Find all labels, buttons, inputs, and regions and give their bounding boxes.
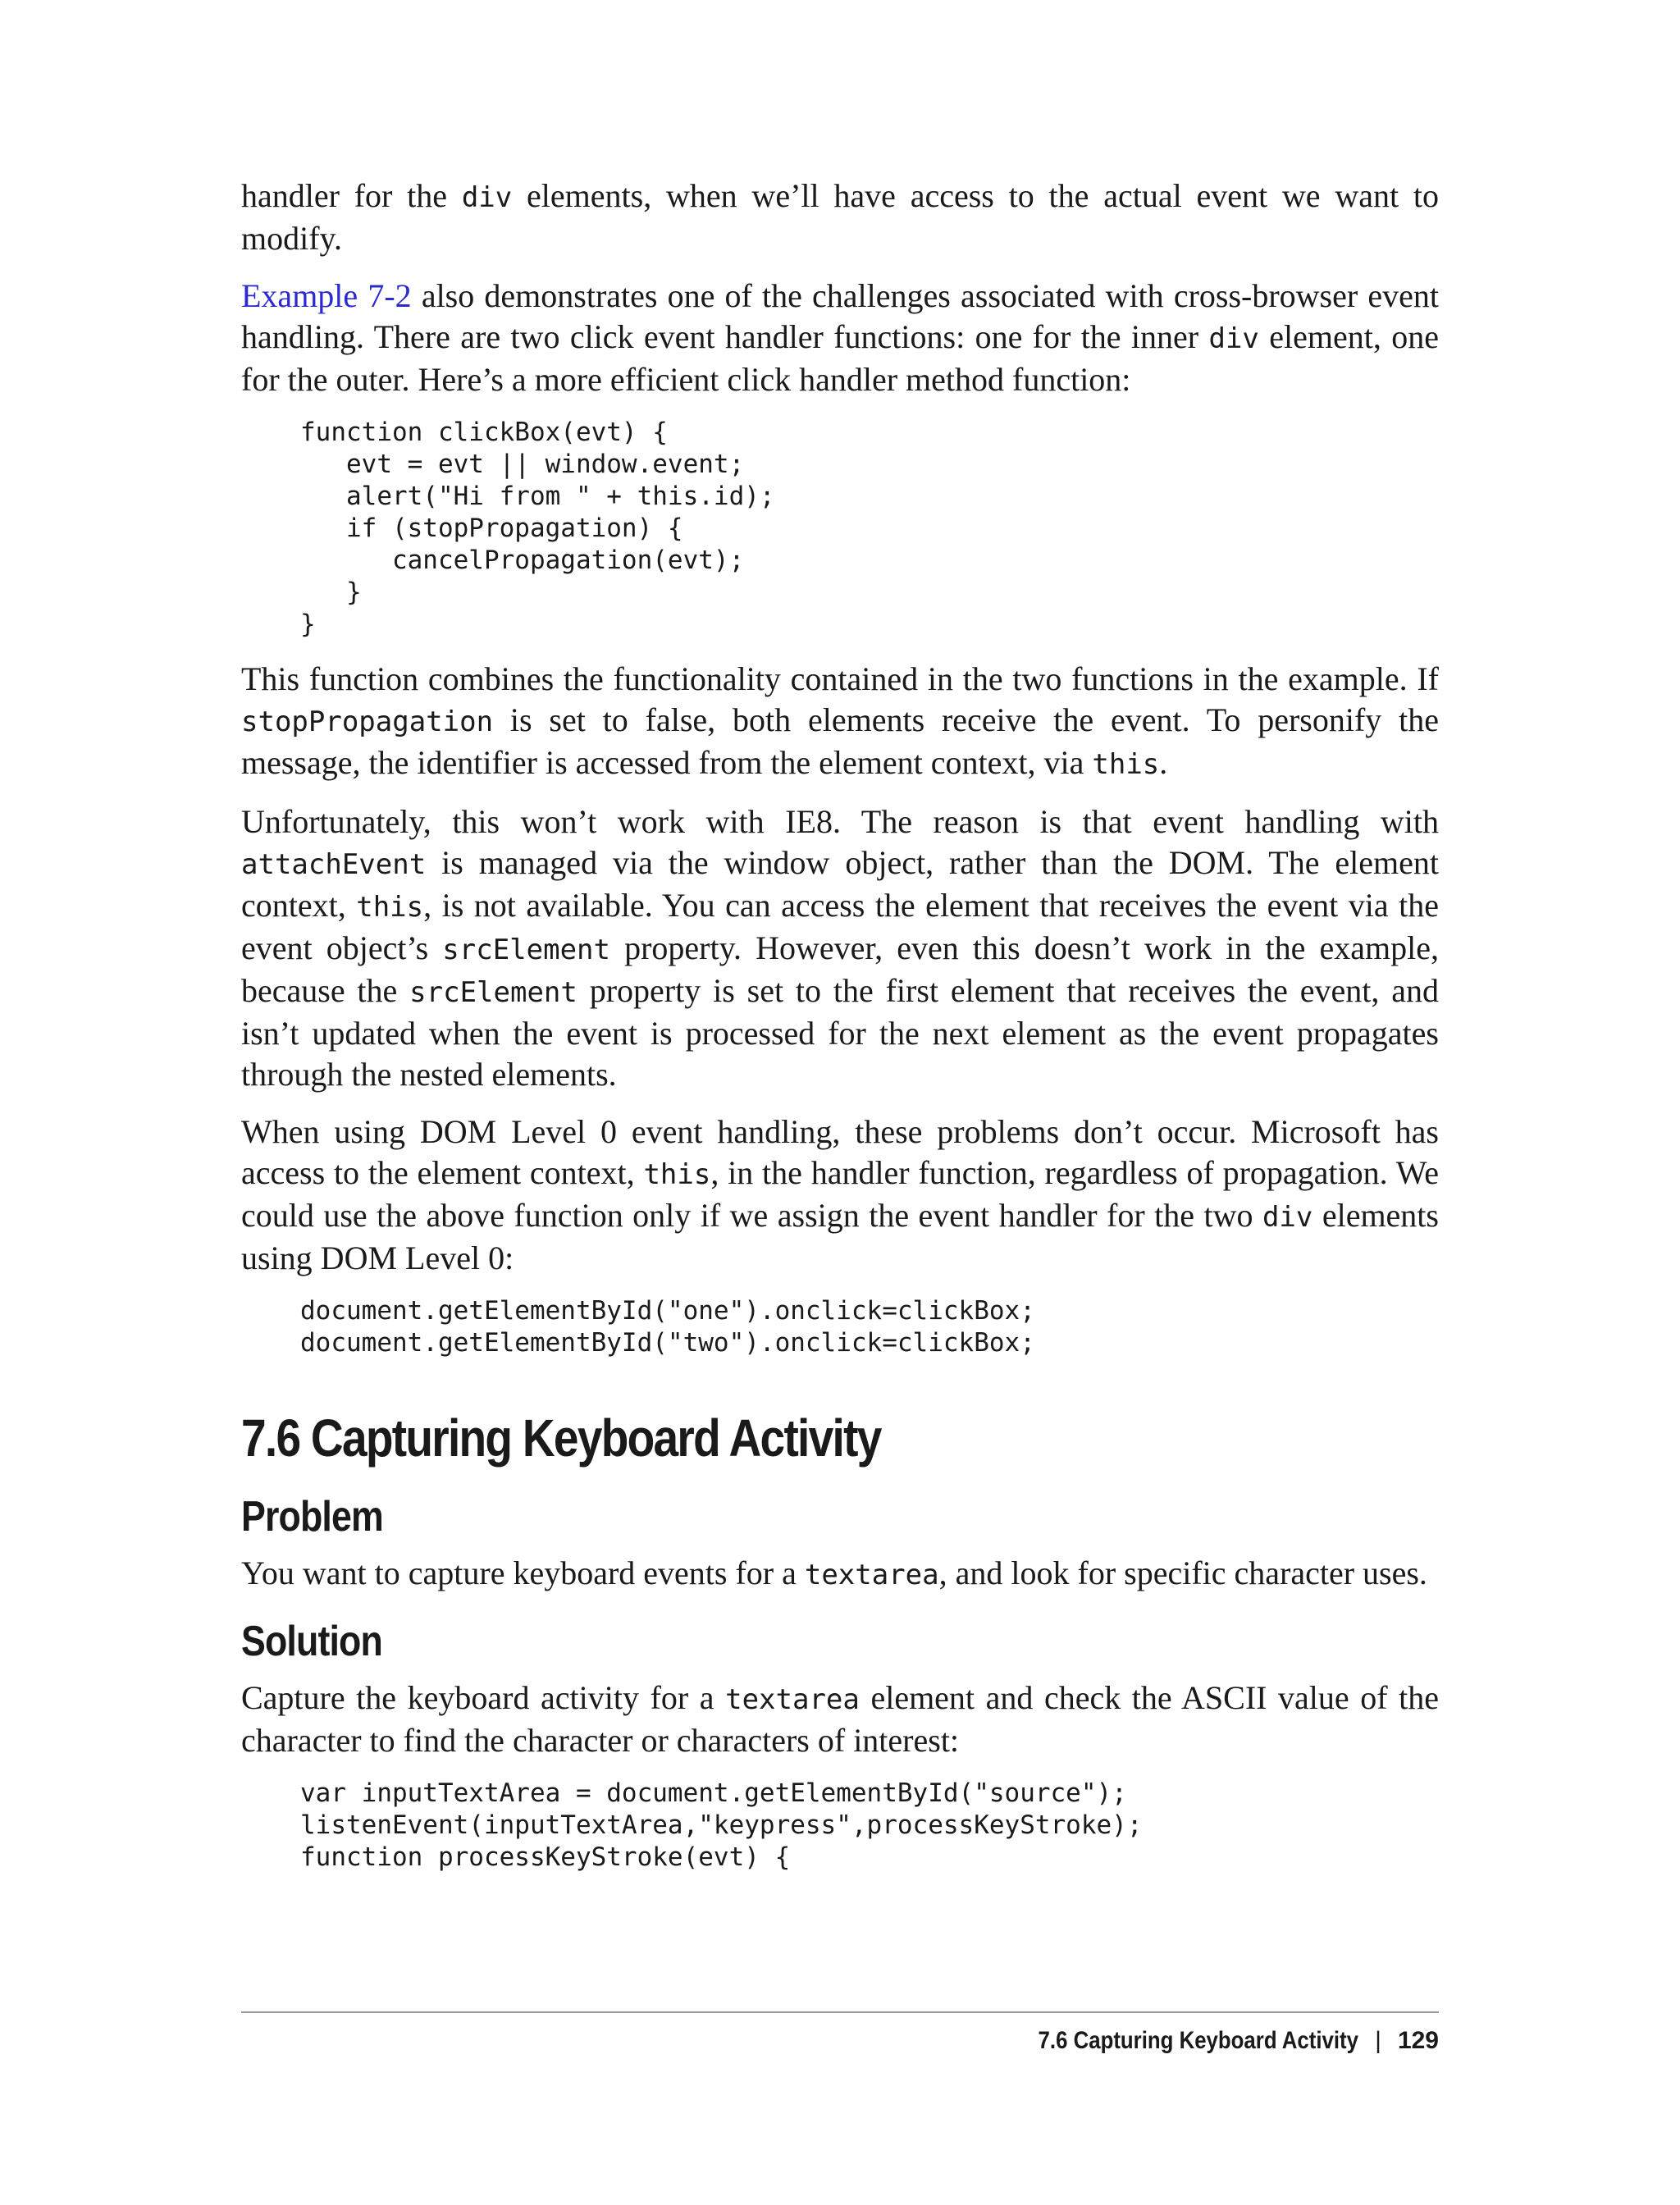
paragraph-problem [241,1553,1439,1596]
text-run: property is set to the first element that receives the event, and isn’t updated when the event is processed for the next element as the event propagates through the nested elements. [241,972,1440,1093]
problem-heading: Problem [241,1493,383,1541]
inline-code: srcElement [442,934,610,966]
text-run: When using DOM Level 0 event handling, these problems don’t occur. Microsoft has access to the element context, [241,1113,1439,1191]
footer-separator: | [1375,2027,1381,2054]
text-run: is set to false, both elements receive the event. To personify the message, the identifier is accessed from the element context, via [241,701,1439,781]
inline-code: stopPropagation [241,705,494,738]
inline-code: div [461,181,513,214]
paragraph-function-explanation [241,659,1439,785]
text-run: . [1159,744,1168,781]
text-run: Unfortunately, this won’t work with IE8. The reason is that event handling with [241,803,1439,840]
running-title: 7.6 Capturing Keyboard Activity [1038,2027,1359,2054]
solution-heading: Solution [241,1618,382,1665]
text-run: Capture the keyboard activity for a [241,1679,726,1716]
page-content [241,176,1439,1892]
section-heading: 7.6 Capturing Keyboard Activity [241,1408,881,1468]
inline-code: srcElement [409,976,578,1009]
text-run: elements using DOM Level 0: [241,1197,1439,1276]
text-run: , is not available. You can access the element that receives the event via the event object’s [241,887,1440,966]
inline-code: attachEvent [241,848,427,881]
page-number: 129 [1397,2027,1439,2054]
inline-code: div [1262,1201,1313,1234]
inline-code: textarea [804,1559,939,1591]
text-run: You want to capture keyboard events for a [241,1554,805,1591]
text-run: elements, when we’ll have access to the actual event we want to modify. [241,177,1439,257]
page-footer [241,2025,1439,2057]
text-run: handler for the [241,177,462,214]
text-run: also demonstrates one of the challenges associated with cross-browser event handling. There are two click event handler functions: one for the inner [241,277,1439,355]
text-run: , and look for specific character uses. [938,1554,1427,1591]
paragraph-dom-level0 [241,1112,1439,1279]
text-run: property. However, even this doesn’t work in the example, because the [241,929,1439,1009]
text-run: , in the handler function, regardless of propagation. We could use the above function only if we assign the event handler for the two [241,1154,1440,1234]
text-run: This function combines the functionality contained in the two functions in the example. If [241,660,1439,697]
inline-code: textarea [725,1683,860,1716]
code-block-keystroke: var inputTextArea = document.getElementById("source"); listenEvent(inputTextArea,"keypress",processKeyStroke); function processKeyStroke(evt) { [300,1778,1143,1872]
inline-code: this [643,1158,711,1191]
paragraph-solution [241,1678,1439,1761]
paragraph-ie8 [241,801,1439,1095]
text-run: is managed via the window object, rather than the DOM. The element context, [241,844,1439,924]
code-block-clickbox: function clickBox(evt) { evt = evt || window.event; alert("Hi from " + this.id); if (stopPropagation) { cancelPropagation(evt); } } [300,418,775,639]
example-7-2-link[interactable]: Example 7-2 [241,277,412,314]
code-block-dom-level0: document.getElementById("one").onclick=clickBox; document.getElementById("two").onclick=clickBox; [300,1296,1035,1358]
text-run: element and check the ASCII value of the character to find the character or characters of interest: [241,1679,1439,1759]
paragraph-example-ref [241,276,1439,400]
text-run: element, one for the outer. Here’s a more efficient click handler method function: [241,318,1439,398]
inline-code: this [356,891,424,924]
inline-code: this [1092,748,1160,781]
paragraph-continuation [241,176,1439,259]
footer-divider [241,2011,1439,2013]
inline-code: div [1208,322,1259,355]
